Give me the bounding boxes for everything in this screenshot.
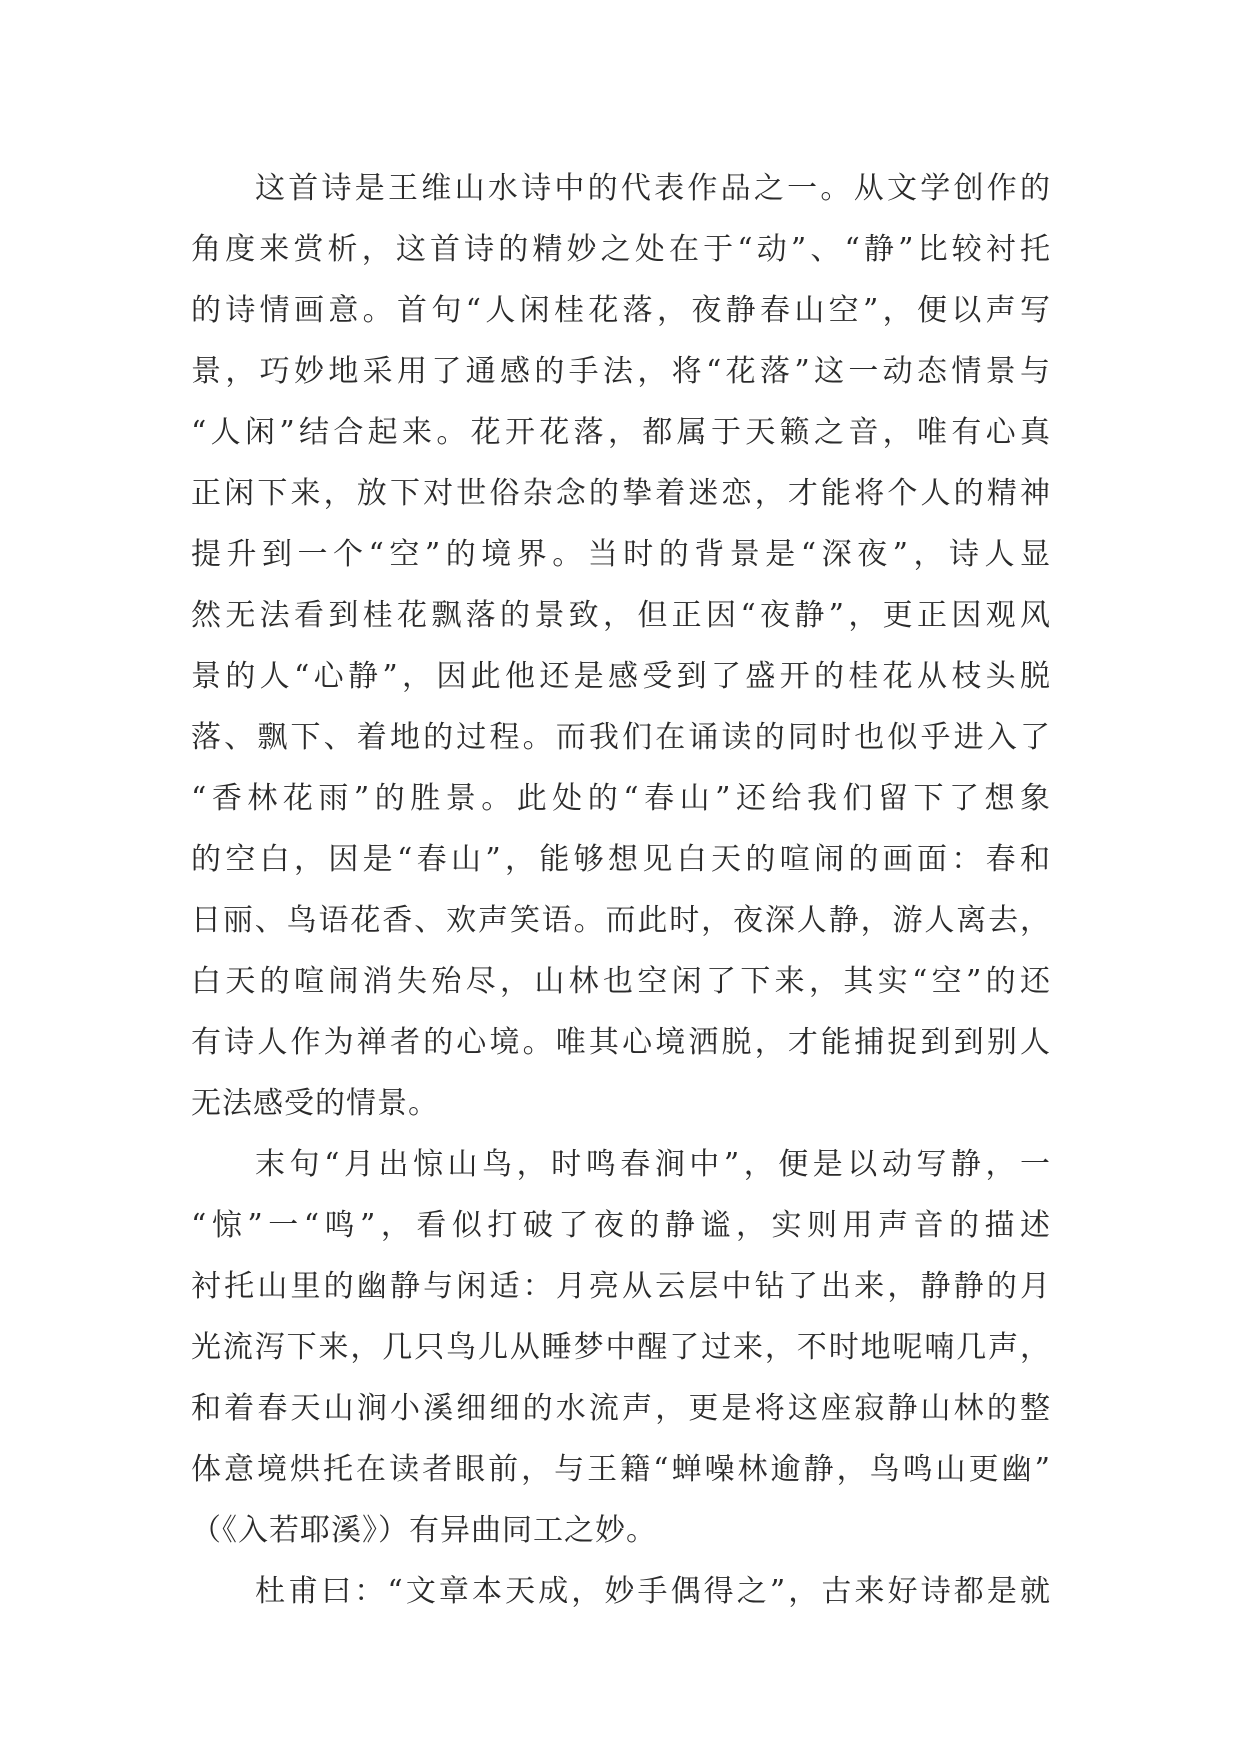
text-line: 末句“月出惊山鸟，时鸣春涧中”，便是以动写静，一 (255, 1147, 1051, 1182)
text-line: 正闲下来，放下对世俗杂念的挚着迷恋，才能将个人的精神 (191, 476, 1051, 511)
text-line: 的空白，因是“春山”，能够想见白天的喧闹的画面：春和 (191, 842, 1051, 877)
text-line: 无法感受的情景。 (191, 1086, 439, 1121)
text-line: 衬托山里的幽静与闲适：月亮从云层中钻了出来，静静的月 (191, 1269, 1051, 1304)
text-line: 然无法看到桂花飘落的景致，但正因“夜静”，更正因观风 (191, 598, 1051, 633)
text-line: “人闲”结合起来。花开花落，都属于天籁之音，唯有心真 (191, 415, 1051, 450)
text-line: “香林花雨”的胜景。此处的“春山”还给我们留下了想象 (191, 781, 1051, 816)
text-line: “惊”一“鸣”，看似打破了夜的静谧，实则用声音的描述 (191, 1208, 1051, 1243)
text-line: 的诗情画意。首句“人闲桂花落，夜静春山空”，便以声写 (191, 293, 1051, 328)
text-line: 角度来赏析，这首诗的精妙之处在于“动”、“静”比较衬托 (191, 232, 1051, 267)
text-line: （《入若耶溪》）有异曲同工之妙。 (191, 1513, 657, 1548)
text-line: 和着春天山涧小溪细细的水流声，更是将这座寂静山林的整 (191, 1391, 1051, 1426)
text-line: 提升到一个“空”的境界。当时的背景是“深夜”，诗人显 (191, 537, 1051, 572)
text-line: 这首诗是王维山水诗中的代表作品之一。从文学创作的 (255, 171, 1051, 206)
text-line: 景，巧妙地采用了通感的手法，将“花落”这一动态情景与 (191, 354, 1051, 389)
paragraph (191, 158, 1051, 1134)
text-line: 日丽、鸟语花香、欢声笑语。而此时，夜深人静，游人离去， (191, 903, 1051, 938)
text-line: 落、飘下、着地的过程。而我们在诵读的同时也似乎进入了 (191, 720, 1051, 755)
text-line: 杜甫曰：“文章本天成，妙手偶得之”，古来好诗都是就 (255, 1574, 1051, 1609)
text-line: 光流泻下来，几只鸟儿从睡梦中醒了过来，不时地呢喃几声， (191, 1330, 1051, 1365)
text-line: 体意境烘托在读者眼前，与王籍“蝉噪林逾静，鸟鸣山更幽” (191, 1452, 1051, 1487)
text-line: 白天的喧闹消失殆尽，山林也空闲了下来，其实“空”的还 (191, 964, 1051, 999)
paragraph (191, 1134, 1051, 1561)
document-body (191, 158, 1051, 1622)
paragraph (191, 1561, 1051, 1622)
text-line: 景的人“心静”，因此他还是感受到了盛开的桂花从枝头脱 (191, 659, 1051, 694)
text-line: 有诗人作为禅者的心境。唯其心境洒脱，才能捕捉到到别人 (191, 1025, 1051, 1060)
